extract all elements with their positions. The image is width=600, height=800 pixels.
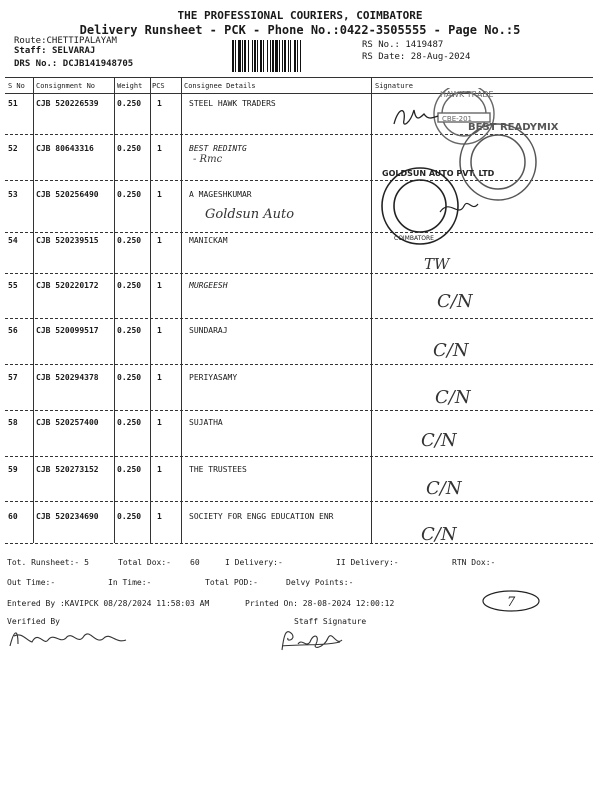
runsheet-barcode [232, 40, 356, 72]
table-top-border [5, 77, 593, 78]
runsheet-subtitle: Delivery Runsheet - PCK - Phone No.:0422-3505555 - Page No.:5 [79, 23, 521, 37]
row-weight: 0.250 [117, 326, 142, 335]
delivery-stamps [380, 88, 592, 258]
rs-date-label: RS Date: [362, 52, 406, 62]
staff-value: SELVARAJ [51, 46, 96, 56]
row-sno: 54 [8, 236, 18, 245]
row-weight: 0.250 [117, 418, 142, 427]
row-pcs: 1 [157, 190, 162, 199]
row-pcs: 1 [157, 465, 162, 474]
col-divider [371, 77, 372, 543]
rs-no-line [362, 40, 443, 50]
row-weight: 0.250 [117, 512, 142, 521]
circled-number [480, 588, 542, 614]
row-consignment: CJB 520234690 [36, 512, 99, 521]
route-line [14, 36, 117, 46]
total-dox-label: Total Dox:- [118, 558, 171, 567]
circled-number-text: 7 [507, 595, 516, 610]
row-consignee: SUJATHA [189, 418, 223, 427]
delvy-points-label: Delvy Points:- [286, 578, 354, 587]
company-title: THE PROFESSIONAL COURIERS, COIMBATORE [177, 9, 423, 22]
row-pcs: 1 [157, 512, 162, 521]
row-consignment: CJB 520256490 [36, 190, 99, 199]
row-divider [5, 501, 593, 502]
row-signature: C/N [421, 430, 457, 451]
i-delivery-label: I Delivery:- [225, 558, 283, 567]
row-weight: 0.250 [117, 236, 142, 245]
row-consignment: CJB 520099517 [36, 326, 99, 335]
row-signature: C/N [426, 478, 462, 499]
rs-date-value: 28-Aug-2024 [410, 52, 471, 62]
row-divider [5, 456, 593, 457]
row-weight: 0.250 [117, 144, 142, 153]
staff-label: Staff: [14, 46, 47, 56]
rtn-dox-label: RTN Dox:- [452, 558, 496, 567]
staff-signature-label: Staff Signature [294, 617, 367, 626]
row-sno: 56 [8, 326, 18, 335]
verified-by-label: Verified By [7, 617, 60, 626]
rs-date-line [362, 52, 470, 62]
row-divider [5, 273, 593, 274]
row-signature: C/N [421, 524, 457, 545]
row-consignment: CJB 520294378 [36, 373, 99, 382]
row-sno: 53 [8, 190, 18, 199]
total-pod-label: Total POD:- [205, 578, 258, 587]
row-pcs: 1 [157, 236, 162, 245]
row-consignee: SOCIETY FOR ENGG EDUCATION ENR [189, 512, 334, 521]
entered-by: Entered By :KAVIPCK 08/28/2024 11:58:03 AM [7, 599, 210, 608]
row-consignment: CJB 520226539 [36, 99, 99, 108]
row-sno: 55 [8, 281, 18, 290]
row-sno: 52 [8, 144, 18, 153]
row-divider [5, 410, 593, 411]
row-handwritten-note: Goldsun Auto [205, 207, 295, 222]
row-handwritten-note: - Rmc [193, 154, 223, 165]
col-header-signature: Signature [375, 82, 413, 90]
row-pcs: 1 [157, 99, 162, 108]
row-consignment: CJB 520273152 [36, 465, 99, 474]
col-header-sno: S No [8, 82, 25, 90]
row-consignment: CJB 520257400 [36, 418, 99, 427]
row-pcs: 1 [157, 144, 162, 153]
row-consignee: STEEL HAWK TRADERS [189, 99, 276, 108]
hawk-traders-stamp [434, 88, 494, 144]
row-consignment: CJB 520239515 [36, 236, 99, 245]
row-sno: 58 [8, 418, 18, 427]
row-signature: C/N [435, 387, 471, 408]
row-signature: C/N [433, 340, 469, 361]
total-dox-value: 60 [190, 558, 200, 567]
drs-value: DCJB141948705 [62, 59, 134, 69]
row-sno: 51 [8, 99, 18, 108]
row-consignee: A MAGESHKUMAR [189, 190, 252, 199]
hawk-stamp-text: HAWK TRADE [440, 90, 494, 99]
col-divider [114, 77, 115, 543]
row-consignee: SUNDARAJ [189, 326, 228, 335]
best-stamp-text: BEST READYMIX [468, 122, 559, 133]
route-value: CHETTIPALAYAM [46, 36, 117, 46]
row-signature: TW [424, 255, 450, 273]
row-consignee: MURGEESH [189, 281, 228, 290]
row-sno: 59 [8, 465, 18, 474]
ii-delivery-label: II Delivery:- [336, 558, 399, 567]
staff-line [14, 46, 95, 56]
row-pcs: 1 [157, 373, 162, 382]
route-label: Route: [14, 36, 47, 46]
col-header-consignee: Consignee Details [184, 82, 256, 90]
table-bottom-border [5, 543, 593, 544]
col-divider [150, 77, 151, 543]
row-sno: 57 [8, 373, 18, 382]
col-divider [33, 77, 34, 543]
row-sno: 60 [8, 512, 18, 521]
row-pcs: 1 [157, 326, 162, 335]
row-consignee: MANICKAM [189, 236, 228, 245]
col-header-pcs: PCS [152, 82, 165, 90]
goldsun-stamp-city: COIMBATORE [394, 235, 434, 242]
drs-label: DRS No.: [14, 59, 58, 69]
row-weight: 0.250 [117, 373, 142, 382]
row-weight: 0.250 [117, 190, 142, 199]
out-time-label: Out Time:- [7, 578, 56, 587]
signature-scribble [394, 110, 438, 124]
row-consignment: CJB 80643316 [36, 144, 94, 153]
row-consignment: CJB 520220172 [36, 281, 99, 290]
hawk-stamp-code: CBE-201 [442, 115, 472, 123]
tot-runsheet: Tot. Runsheet:- 5 [7, 558, 89, 567]
rs-no-value: 1419487 [405, 40, 444, 50]
row-consignee: PERIYASAMY [189, 373, 238, 382]
drs-line [14, 59, 133, 69]
row-divider [5, 364, 593, 365]
barcode-bar [301, 40, 302, 72]
row-consignee: THE TRUSTEES [189, 465, 247, 474]
row-weight: 0.250 [117, 281, 142, 290]
row-consignee: BEST REDINTG [189, 144, 247, 153]
goldsun-stamp-text: GOLDSUN AUTO PVT. LTD [382, 169, 495, 178]
row-pcs: 1 [157, 281, 162, 290]
verifier-signature [4, 622, 134, 652]
in-time-label: In Time:- [108, 578, 152, 587]
col-divider [181, 77, 182, 543]
row-signature: C/N [437, 291, 473, 312]
row-weight: 0.250 [117, 465, 142, 474]
col-header-weight: Weight [117, 82, 143, 90]
row-pcs: 1 [157, 418, 162, 427]
rs-no-label: RS No.: [362, 40, 400, 50]
staff-signature [276, 624, 348, 654]
row-divider [5, 318, 593, 319]
row-weight: 0.250 [117, 99, 142, 108]
printed-on: Printed On: 28-08-2024 12:00:12 [245, 599, 395, 608]
col-header-consignment: Consignment No [36, 82, 96, 90]
